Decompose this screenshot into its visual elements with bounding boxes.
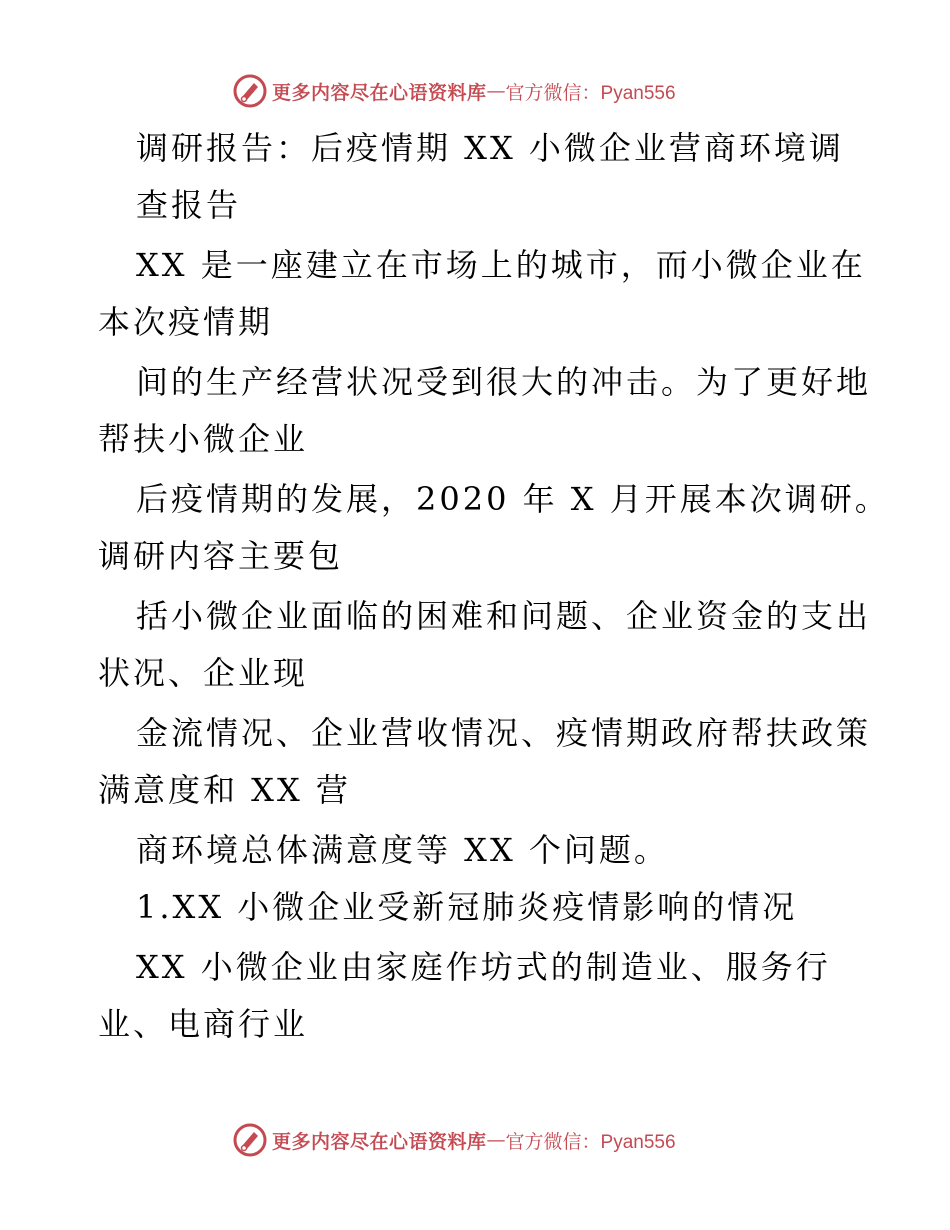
doc-paragraph-line: 帮扶小微企业 [98, 420, 309, 458]
watermark-separator: — [486, 80, 506, 102]
watermark-brand-text: 更多内容尽在心语资料库 [272, 1130, 487, 1153]
header-watermark [232, 71, 676, 111]
footer-watermark [232, 1120, 676, 1160]
doc-title-line-2: 查报告 [136, 186, 242, 224]
doc-paragraph-line: 间的生产经营状况受到很大的冲击。为了更好地 [136, 363, 872, 401]
doc-paragraph-line: 调研内容主要包 [98, 537, 344, 575]
doc-paragraph-line: 满意度和 XX 营 [98, 771, 351, 809]
watermark-separator: — [486, 1129, 506, 1151]
brand-logo-icon [232, 1122, 268, 1158]
watermark-contact-text: 官方微信：Pyan556 [505, 82, 676, 104]
brand-logo-icon [232, 73, 268, 109]
doc-paragraph-line: 后疫情期的发展，2020 年 X 月开展本次调研。 [136, 480, 890, 518]
doc-paragraph-line: XX 小微企业由家庭作坊式的制造业、服务行 [136, 948, 831, 986]
watermark-brand-text: 更多内容尽在心语资料库 [272, 81, 487, 104]
watermark-contact-text: 官方微信：Pyan556 [505, 1131, 676, 1153]
doc-title-line-1: 调研报告：后疫情期 XX 小微企业营商环境调 [136, 129, 844, 167]
doc-paragraph-line: 金流情况、企业营收情况、疫情期政府帮扶政策 [136, 714, 872, 752]
doc-paragraph-line: 括小微企业面临的困难和问题、企业资金的支出 [136, 597, 872, 635]
doc-paragraph-line: 本次疫情期 [98, 303, 274, 341]
doc-paragraph-line: 状况、企业现 [98, 654, 309, 692]
doc-paragraph-line: XX 是一座建立在市场上的城市，而小微企业在 [136, 246, 866, 284]
doc-section-heading: 1.XX 小微企业受新冠肺炎疫情影响的情况 [136, 888, 798, 926]
doc-paragraph-line: 业、电商行业 [98, 1005, 309, 1043]
doc-paragraph-line: 商环境总体满意度等 XX 个问题。 [136, 831, 669, 869]
